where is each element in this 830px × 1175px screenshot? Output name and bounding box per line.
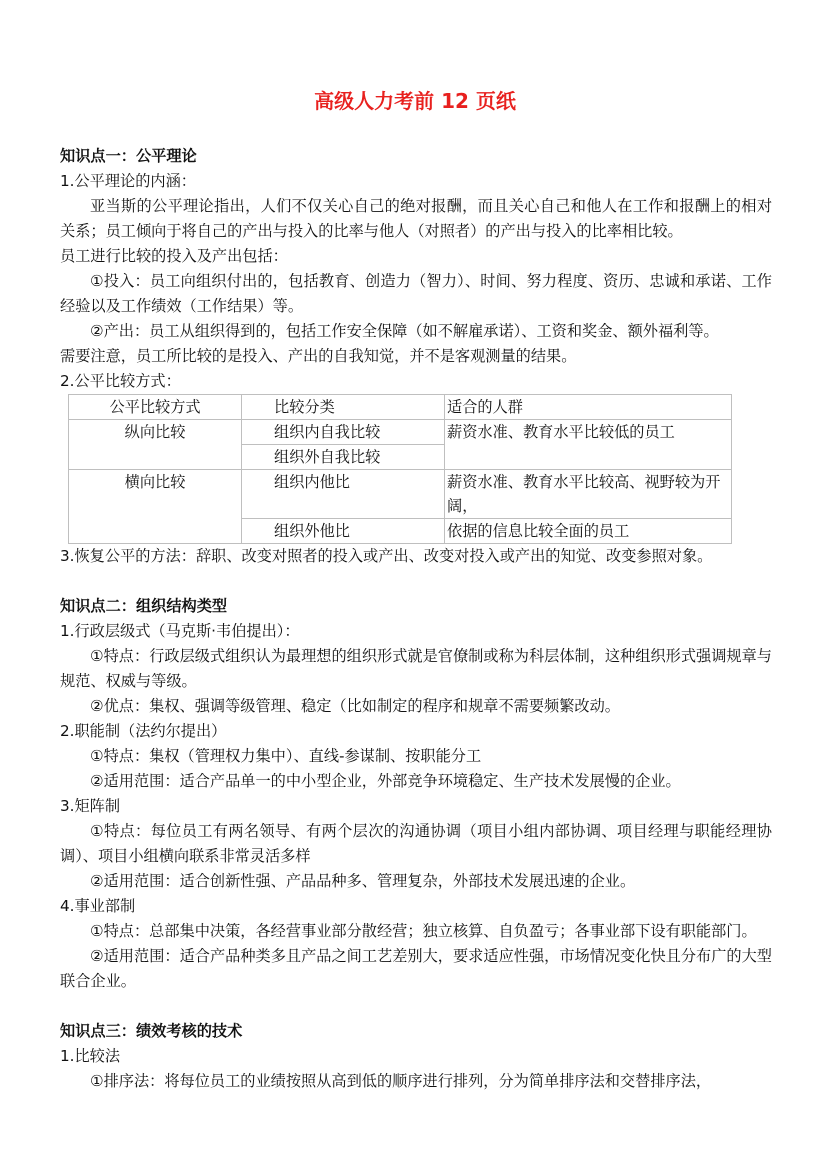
table-row — [69, 420, 732, 445]
table-cell: 组织外他比 — [242, 519, 445, 544]
table-row — [69, 470, 732, 519]
paragraph: ②产出：员工从组织得到的，包括工作安全保障（如不解雇承诺）、工资和奖金、额外福利等。 — [90, 322, 719, 340]
paragraph: 4.事业部制 — [60, 897, 136, 915]
section-heading-1: 知识点一：公平理论 — [60, 147, 197, 165]
paragraph: ①特点：集权（管理权力集中）、直线-参谋制、按职能分工 — [90, 747, 482, 765]
document-body — [60, 144, 772, 1094]
paragraph: ②优点：集权、强调等级管理、稳定（比如制定的程序和规章不需要频繁改动。 — [90, 697, 620, 715]
paragraph: 2.职能制（法约尔提出） — [60, 722, 227, 740]
table-cell: 依据的信息比较全面的员工 — [445, 519, 732, 544]
comparison-table — [68, 394, 732, 544]
paragraph: ②适用范围：适合创新性强、产品品种多、管理复杂，外部技术发展迅速的企业。 — [90, 872, 636, 890]
table-cell: 横向比较 — [69, 470, 242, 544]
document-title: 高级人力考前 12 页纸 — [314, 89, 516, 113]
paragraph: ①特点：行政层级式组织认为最理想的组织形式就是官僚制或称为科层体制，这种组织形式强调规章与规范、权威与等级。 — [60, 647, 772, 690]
paragraph: 1.比较法 — [60, 1047, 121, 1065]
table-cell: 纵向比较 — [69, 420, 242, 470]
table-cell: 薪资水准、教育水平比较低的员工 — [445, 420, 732, 470]
table-cell: 组织内自我比较 — [242, 420, 445, 445]
paragraph: 亚当斯的公平理论指出，人们不仅关心自己的绝对报酬，而且关心自己和他人在工作和报酬上的相对关系；员工倾向于将自己的产出与投入的比率与他人（对照者）的产出与投入的比率相比较。 — [60, 197, 772, 240]
table-cell: 组织外自我比较 — [242, 445, 445, 470]
paragraph: ①投入：员工向组织付出的，包括教育、创造力（智力）、时间、努力程度、资历、忠诚和承诺、工作经验以及工作绩效（工作结果）等。 — [60, 272, 772, 315]
paragraph: 1.行政层级式（马克斯·韦伯提出）： — [60, 622, 300, 640]
paragraph: ①特点：每位员工有两名领导、有两个层次的沟通协调（项目小组内部协调、项目经理与职能经理协调）、项目小组横向联系非常灵活多样 — [60, 822, 772, 865]
paragraph: ②适用范围：适合产品单一的中小型企业，外部竞争环境稳定、生产技术发展慢的企业。 — [90, 772, 681, 790]
section-gap — [60, 569, 772, 594]
table-header-row — [69, 395, 732, 420]
table-cell: 组织内他比 — [242, 470, 445, 519]
table-header-cell: 适合的人群 — [445, 395, 732, 420]
table-header-cell: 比较分类 — [242, 395, 445, 420]
section-heading-3: 知识点三：绩效考核的技术 — [60, 1022, 243, 1040]
paragraph: 员工进行比较的投入及产出包括： — [60, 247, 288, 265]
paragraph: 2.公平比较方式： — [60, 372, 181, 390]
paragraph: 需要注意，员工所比较的是投入、产出的自我知觉，并不是客观测量的结果。 — [60, 347, 577, 365]
paragraph: 1.公平理论的内涵： — [60, 172, 196, 190]
paragraph: 3.矩阵制 — [60, 797, 121, 815]
table-cell: 薪资水准、教育水平比较高、视野较为开阔， — [445, 470, 732, 519]
paragraph: ②适用范围：适合产品种类多且产品之间工艺差别大，要求适应性强，市场情况变化快且分布广的大型联合企业。 — [60, 947, 772, 990]
paragraph: ①排序法：将每位员工的业绩按照从高到低的顺序进行排列，分为简单排序法和交替排序法， — [90, 1072, 712, 1090]
section-gap — [60, 994, 772, 1019]
paragraph: 3.恢复公平的方法：辞职、改变对照者的投入或产出、改变对投入或产出的知觉、改变参照对象。 — [60, 547, 713, 565]
table-header-cell: 公平比较方式 — [69, 395, 242, 420]
paragraph: ①特点：总部集中决策，各经营事业部分散经营；独立核算、自负盈亏；各事业部下设有职能部门。 — [90, 922, 757, 940]
section-heading-2: 知识点二：组织结构类型 — [60, 597, 228, 615]
